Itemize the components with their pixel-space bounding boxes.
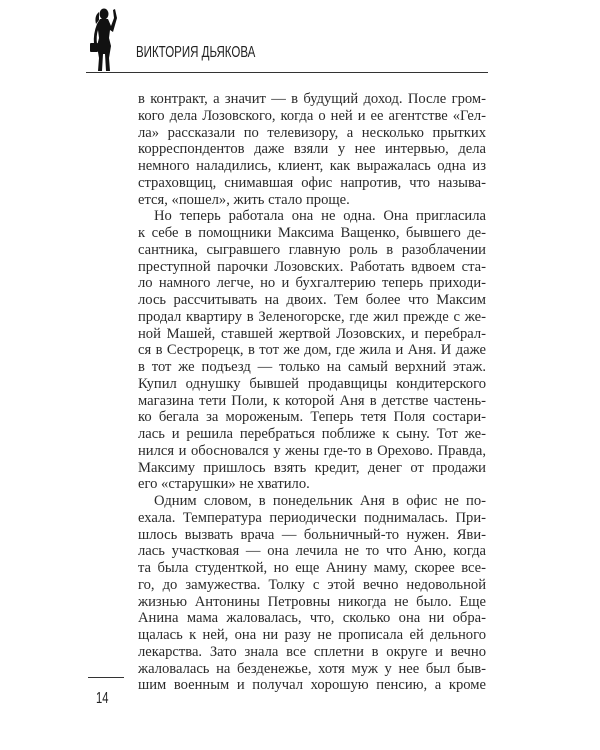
- text-line: го, до замужества. Толку с этой вечно недовольной: [138, 576, 486, 593]
- text-line: ехала. Температура периодически поднималась. При-: [138, 509, 486, 526]
- woman-silhouette-icon: [84, 6, 124, 72]
- text-line: ся в Сестрорецк, в тот же дом, где жила и Аня. И даже: [138, 342, 486, 359]
- text-line: преступной парочки Лозовских. Работать вдвоем ста-: [138, 258, 486, 275]
- text-line: Одним словом, в понедельник Аня в офис не по-: [154, 493, 486, 509]
- text-line: ко бегала за мороженым. Теперь тетя Поля состари-: [138, 409, 486, 426]
- text-line: жаловалась на безденежье, хотя муж у нее был быв-: [138, 660, 486, 677]
- text-line: кого дела Лозовского, когда о ней и ее агентстве «Гел-: [138, 107, 486, 124]
- text-line: нился и обосновался у жены где-то в Орехово. Правда,: [138, 442, 486, 459]
- text-line: ла» рассказали по телевизору, а несколько прытких: [138, 124, 486, 141]
- text-line: ло намного легче, но и бухгалтерию теперь приходи-: [138, 275, 486, 292]
- text-line: его «старушки» не хватило.: [138, 476, 310, 493]
- text-line: продал квартиру в Зеленогорске, где жил прежде с же-: [138, 308, 486, 325]
- text-line: Максиму пришлось взять кредит, денег от продажи: [138, 459, 486, 476]
- text-line: в контракт, а значит — в будущий доход. После гром-: [138, 91, 486, 107]
- book-author-header: ВИКТОРИЯ ДЬЯКОВА: [136, 44, 256, 61]
- text-line: щалась к ней, она ни разу не прописала ей дельного: [138, 627, 486, 643]
- text-line: корреспондентов даже взяли у нее интервью, дела: [138, 141, 486, 158]
- body-text: [138, 91, 486, 694]
- text-line: Анина мама жаловалась, что, сколько она ни обра-: [138, 610, 486, 627]
- page-number: 14: [96, 690, 109, 707]
- text-line: ной Машей, ставшей жертвой Лозовских, и перебрал-: [138, 325, 486, 342]
- footer-rule: [88, 677, 124, 678]
- text-line: магазина тети Поли, к которой Аня в детстве частень-: [138, 392, 486, 409]
- text-line: к себе в помощники Максима Ващенко, бывшего де-: [138, 225, 486, 241]
- text-line: лекарства. Зато знала все сплетни в округе и вечно: [138, 643, 486, 660]
- text-line: Но теперь работала она не одна. Она пригласила: [154, 208, 486, 225]
- text-line: шлось вызвать врача — больничный-то нужен. Яви-: [138, 526, 486, 543]
- text-line: сантника, сыгравшего главную роль в разоблачении: [138, 241, 486, 258]
- header-rule: [86, 72, 488, 73]
- text-line: лась участковая — она лечила не то что Аню, когда: [138, 543, 486, 560]
- text-line: лась и решила перебраться поближе к сыну. Тот же-: [138, 426, 486, 442]
- text-line: в тот же подъезд — только на самый верхний этаж.: [138, 359, 486, 375]
- text-line: Купил однушку бывшей продавщицы кондитерского: [138, 375, 486, 392]
- text-line: жизнью Антонины Петровны никогда не было. Еще: [138, 593, 486, 610]
- text-line: та была студенткой, но еще Анину маму, скорее все-: [138, 560, 486, 576]
- text-line: ется, «пошел», жить стало проще.: [138, 191, 350, 208]
- text-line: страховщиц, снимавшая офис напротив, что называ-: [138, 174, 486, 191]
- text-line: шим военным и получал хорошую пенсию, а кроме: [138, 677, 486, 694]
- text-line: немного наладились, клиент, как выражалась одна из: [138, 158, 486, 174]
- text-line: лось рассчитывать на двоих. Тем более что Максим: [138, 292, 486, 308]
